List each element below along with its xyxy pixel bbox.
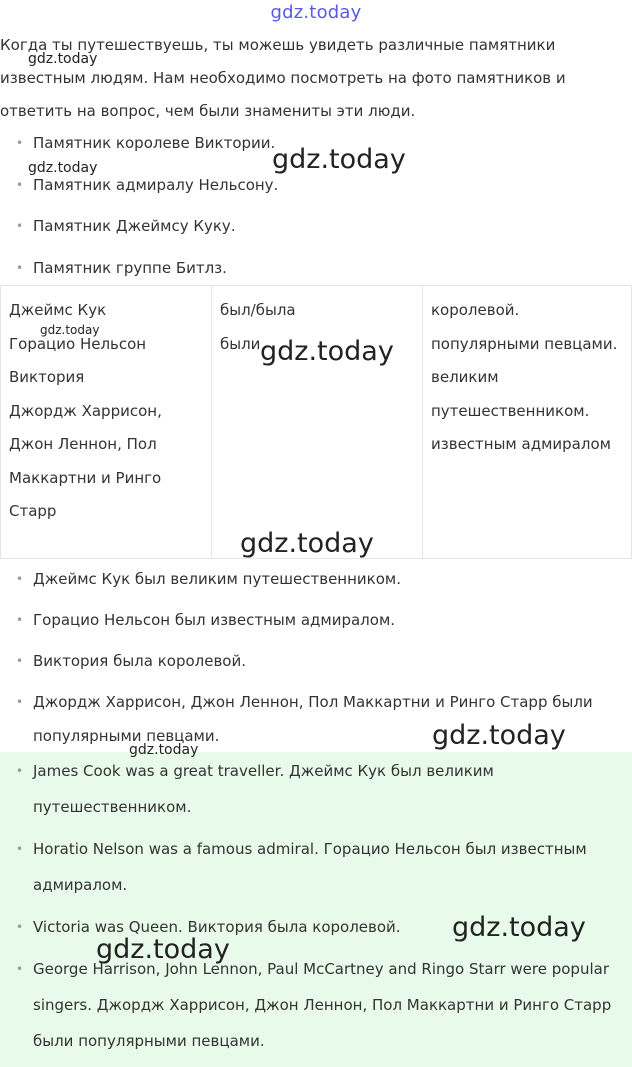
table-cell: были bbox=[220, 334, 261, 353]
table-cell: великим путешественником. bbox=[431, 368, 590, 420]
watermark: gdz.today bbox=[28, 51, 98, 67]
table-cell: Джеймс Кук bbox=[9, 301, 107, 319]
verb-column bbox=[212, 286, 423, 559]
table-cell: был/была bbox=[220, 301, 296, 319]
list-item: • James Cook was a great traveller. Джеймс Кук был великим путешественником. bbox=[0, 753, 632, 825]
list-item: • Памятник группе Битлз. bbox=[0, 253, 632, 295]
table-cell: известным адмиралом bbox=[431, 435, 611, 453]
list-item: • Джеймс Кук был великим путешественником. bbox=[0, 562, 632, 596]
watermark: gdz.today bbox=[452, 912, 586, 943]
list-item: • George Harrison, John Lennon, Paul McCartney and Ringo Starr were popular singers. Джордж Харрисон, Джон Леннон, Пол Маккартни и Ринго Старр были популярными певцами. bbox=[0, 951, 632, 1059]
task-intro: Когда ты путешествуешь, ты можешь увидеть различные памятники известным людям. Нам необходимо посмотреть на фото памятников и ответить на вопрос, чем были знамениты эти люди. bbox=[0, 36, 566, 120]
list-item: • Джордж Харрисон, Джон Леннон, Пол Маккартни и Ринго Старр были популярными певцами. bbox=[0, 685, 632, 753]
table-cell: популярными певцами. bbox=[431, 334, 618, 353]
matching-table bbox=[0, 285, 632, 559]
monuments-list bbox=[0, 128, 632, 294]
list-item: • Памятник адмиралу Нельсону. bbox=[0, 170, 632, 212]
watermark: gdz.today bbox=[432, 720, 566, 751]
answers-russian-list bbox=[0, 562, 632, 760]
list-item: • Горацио Нельсон был известным адмиралом. bbox=[0, 603, 632, 637]
watermark: gdz.today bbox=[240, 528, 374, 559]
table-cell: Горацио Нельсон bbox=[9, 334, 147, 353]
table-cell: Виктория bbox=[9, 368, 85, 386]
fame-column bbox=[423, 286, 632, 559]
table-cell: королевой. bbox=[431, 301, 520, 319]
list-item: • Victoria was Queen. Виктория была королевой. bbox=[0, 909, 632, 945]
answers-english-list bbox=[0, 753, 632, 1065]
watermark: gdz.today bbox=[28, 160, 98, 176]
list-item: • Памятник Джеймсу Куку. bbox=[0, 211, 632, 253]
watermark: gdz.today bbox=[96, 934, 230, 965]
list-item: • Памятник королеве Виктории. bbox=[0, 128, 632, 170]
watermark: gdz.today bbox=[260, 336, 394, 367]
list-item: • Виктория была королевой. bbox=[0, 644, 632, 678]
site-logo[interactable]: gdz.today bbox=[270, 2, 362, 23]
names-column bbox=[1, 286, 212, 559]
table-cell: Джордж Харрисон, Джон Леннон, Пол Маккартни и Ринго Старр bbox=[9, 401, 162, 520]
watermark: gdz.today bbox=[129, 742, 199, 758]
list-item: • Horatio Nelson was a famous admiral. Горацио Нельсон был известным адмиралом. bbox=[0, 831, 632, 903]
watermark: gdz.today bbox=[272, 144, 406, 175]
watermark: gdz.today bbox=[40, 323, 100, 337]
